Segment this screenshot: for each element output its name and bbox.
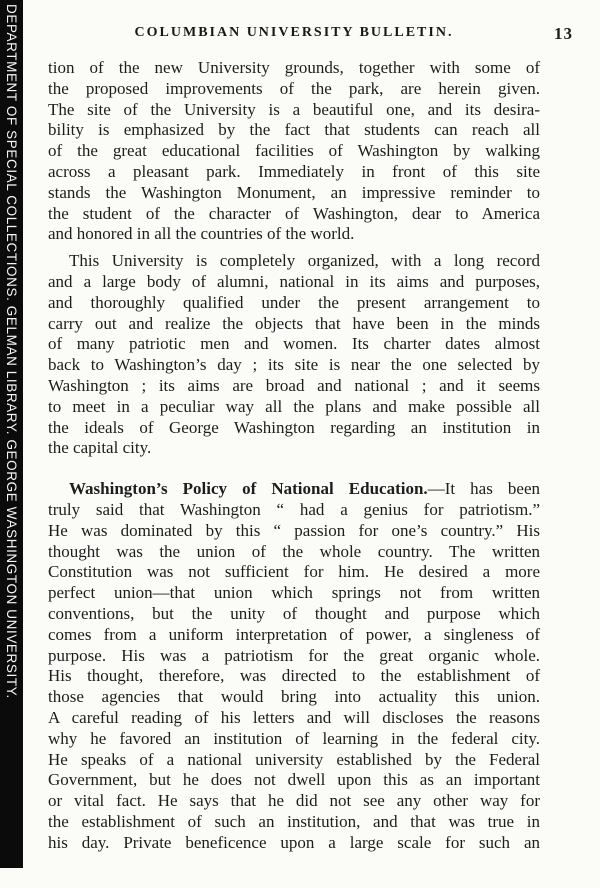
text-line xyxy=(48,479,540,500)
text-line: the ideals of George Washington regarding an institution in xyxy=(48,417,540,437)
text-line: comes from a uniform interpretation of power, a singleness of xyxy=(48,624,540,644)
text-line: of the great educational facilities of Washington by walking xyxy=(48,141,540,161)
text-line: The site of the University is a beautiful one, and its desira- xyxy=(48,99,540,119)
text-line: and thoroughly qualified under the present arrangement to xyxy=(48,292,540,312)
paragraph-3 xyxy=(48,479,540,853)
text-line: Constitution was not sufficient for him. He desired a more xyxy=(48,562,540,582)
text-line: the establishment of such an institution, and that was true in xyxy=(48,811,540,831)
text-line: back to Washington’s day ; its site is near the one selected by xyxy=(48,355,540,375)
text-line: bility is emphasized by the fact that students can reach all xyxy=(48,120,540,140)
text-line: He was dominated by this “ passion for one’s country.” His xyxy=(48,520,540,540)
text-line: stands the Washington Monument, an impressive reminder to xyxy=(48,182,540,202)
library-stamp xyxy=(0,0,23,868)
text-line: across a pleasant park. Immediately in front of this site xyxy=(48,161,540,181)
text-line: of many patriotic men and women. Its charter dates almost xyxy=(48,334,540,354)
paragraph-2 xyxy=(48,251,540,459)
text-line: truly said that Washington “ had a genius for patriotism.” xyxy=(48,499,540,519)
text-line: His thought, therefore, was directed to the establishment of xyxy=(48,666,540,686)
text-line: thought was the union of the whole country. The written xyxy=(48,541,540,561)
text-line: carry out and realize the objects that have been in the minds xyxy=(48,313,540,333)
library-stamp-text: DEPARTMENT OF SPECIAL COLLECTIONS. GELMAN LIBRARY. GEORGE WASHINGTON UNIVERSITY. xyxy=(4,4,19,699)
heading-continuation: —It has been xyxy=(427,479,540,499)
text-line: those agencies that would bring into actuality this union. xyxy=(48,687,540,707)
text-line: tion of the new University grounds, together with some of xyxy=(48,58,540,77)
page-body xyxy=(48,58,540,853)
text-line: perfect union—that union which springs not from written xyxy=(48,583,540,603)
text-line: the student of the character of Washington, dear to America xyxy=(48,203,540,223)
section-heading: Washington’s Policy of National Education. xyxy=(69,479,428,499)
text-line: This University is completely organized, with a long record xyxy=(69,251,540,271)
text-line: and a large body of alumni, national in its aims and purposes, xyxy=(48,271,540,291)
text-line: He speaks of a national university established by the Federal xyxy=(48,749,540,769)
running-header xyxy=(48,0,573,43)
text-line: conventions, but the unity of thought and purpose which xyxy=(48,603,540,623)
text-line: purpose. His was a patriotism for the great organic whole. xyxy=(48,645,540,665)
text-line: Government, but he does not dwell upon this as an important xyxy=(48,770,540,790)
text-line: why he favored an institution of learning in the federal city. xyxy=(48,728,540,748)
text-line: the proposed improvements of the park, are herein given. xyxy=(48,78,540,98)
text-line: A careful reading of his letters and will discloses the reasons xyxy=(48,707,540,727)
header-title: COLUMBIAN UNIVERSITY BULLETIN. xyxy=(134,25,454,40)
text-line: Washington ; its aims are broad and national ; and it seems xyxy=(48,375,540,395)
text-line: and honored in all the countries of the world. xyxy=(48,224,355,244)
page-number: 13 xyxy=(554,24,573,43)
text-line: or vital fact. He says that he did not see any other way for xyxy=(48,791,540,811)
paragraph-1 xyxy=(48,58,540,245)
text-line: his day. Private beneficence upon a large scale for such an xyxy=(48,832,540,852)
text-line: to meet in a peculiar way all the plans and make possible all xyxy=(48,396,540,416)
text-line: the capital city. xyxy=(48,438,152,458)
